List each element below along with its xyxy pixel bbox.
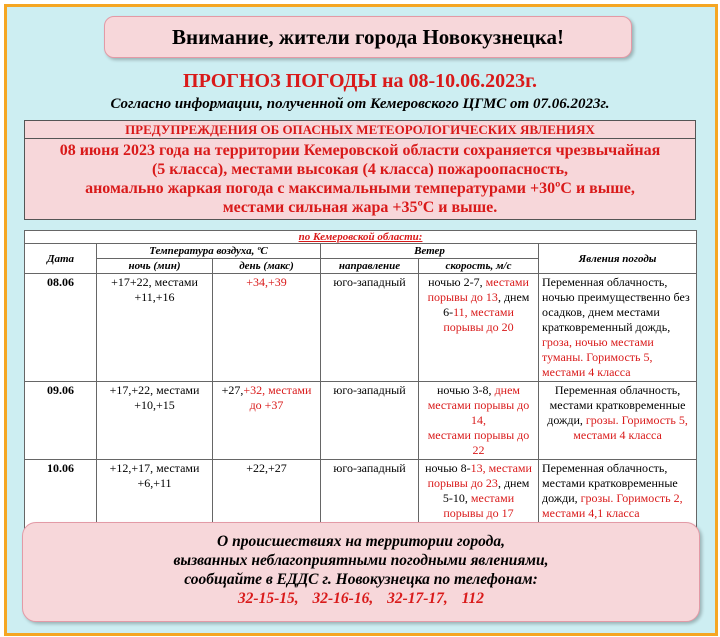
- speed-part: днем местами порывы до 14,: [427, 383, 530, 427]
- speed-part: , местами порывы до 20: [443, 305, 514, 334]
- row-wind-speed: [419, 460, 539, 530]
- row-day-temp: [213, 382, 321, 460]
- header-day: день (макс): [213, 259, 321, 274]
- speed-part: ночью 2-7,: [428, 275, 486, 289]
- warning-line: аномально жаркая погода с максимальными температурами +30ºС и выше,: [85, 180, 635, 197]
- contact-line: О происшествиях на территории города,: [217, 533, 505, 550]
- phenomena-part: Переменная облачность, ночью преимущественно без осадков, днем местами кратковременный дождь,: [542, 275, 690, 334]
- header-speed: скорость, м/с: [419, 259, 539, 274]
- speed-part: 11: [453, 305, 465, 319]
- header-direction: направление: [321, 259, 419, 274]
- row-phenomena: [539, 460, 697, 530]
- table-row: [25, 460, 697, 530]
- page-subtitle: Согласно информации, полученной от Кемеровского ЦГМС от 07.06.2023г.: [110, 96, 610, 112]
- warning-box: [24, 120, 696, 220]
- day-part: +27,: [221, 383, 244, 397]
- phenomena-part: Переменная облачность, местами кратковременные дожди,: [547, 383, 686, 427]
- row-phenomena: [539, 274, 697, 382]
- speed-part: местами порывы до 13: [427, 275, 529, 304]
- header-wind: Ветер: [321, 244, 539, 259]
- header-night: ночь (мин): [97, 259, 213, 274]
- speed-part: , днем 6-: [443, 290, 530, 319]
- row-wind-direction: юго-западный: [321, 460, 419, 530]
- phone-number: 32-16-16,: [312, 590, 374, 607]
- warning-line: местами сильная жара +35ºС и выше.: [222, 199, 498, 216]
- row-wind-direction: юго-западный: [321, 274, 419, 382]
- page-title: ПРОГНОЗ ПОГОДЫ на 08-10.06.2023г.: [183, 70, 537, 92]
- row-date: 10.06: [25, 460, 97, 530]
- contact-line: вызванных неблагоприятными погодными явлениями,: [173, 552, 549, 569]
- table-row: [25, 274, 697, 382]
- row-wind-speed: [419, 382, 539, 460]
- phenomena-part: Переменная облачность, местами кратковременные дожди,: [542, 461, 678, 505]
- row-phenomena: [539, 382, 697, 460]
- row-day-temp: +22,+27: [213, 460, 321, 530]
- speed-part: 13, местами порывы до 23: [427, 461, 532, 490]
- phenomena-part: грозы. Горимость 2, местами 4,1 класса: [542, 491, 683, 520]
- row-wind-direction: юго-западный: [321, 382, 419, 460]
- row-date: 09.06: [25, 382, 97, 460]
- row-date: 08.06: [25, 274, 97, 382]
- warning-heading: ПРЕДУПРЕЖДЕНИЯ ОБ ОПАСНЫХ МЕТЕОРОЛОГИЧЕСКИХ ЯВЛЕНИЯХ: [25, 121, 695, 139]
- forecast-table: [24, 230, 697, 530]
- table-caption: по Кемеровской области:: [25, 231, 697, 244]
- day-part: +32, местами до +37: [243, 383, 312, 412]
- phenomena-part: гроза, ночью местами туманы. Горимость 5, местами 4 класса: [542, 335, 654, 379]
- header-date: Дата: [25, 244, 97, 274]
- contact-line: сообщайте в ЕДДС г. Новокузнецка по телефонам:: [184, 571, 538, 588]
- row-night-temp: +17+22, местами +11,+16: [97, 274, 213, 382]
- speed-part: ночью 3-8,: [436, 383, 495, 397]
- phone-number: 32-17-17,: [387, 590, 448, 607]
- notice-text: Внимание, жители города Новокузнецка!: [172, 24, 564, 49]
- phone-number: 112: [461, 590, 485, 607]
- header-phenomena: Явления погоды: [539, 244, 697, 274]
- speed-part: местами порывы до 17: [443, 491, 515, 520]
- warning-body: [25, 139, 695, 217]
- row-wind-speed: [419, 274, 539, 382]
- speed-part: , днем 5-10,: [442, 476, 530, 505]
- row-night-temp: +12,+17, местами +6,+11: [97, 460, 213, 530]
- warning-line: 08 июня 2023 года на территории Кемеровской области сохраняется чрезвычайная: [59, 142, 661, 159]
- table-row: [25, 382, 697, 460]
- phone-list: [23, 589, 699, 608]
- contact-box: [22, 522, 700, 622]
- speed-part: местами порывы до 22: [427, 428, 530, 457]
- warning-line: (5 класса), местами высокая (4 класса) пожароопасность,: [151, 161, 569, 178]
- speed-part: ночью 8-: [425, 461, 471, 475]
- notice-banner: [104, 16, 632, 58]
- row-night-temp: +17,+22, местами +10,+15: [97, 382, 213, 460]
- header-temperature: Температура воздуха, ºС: [97, 244, 321, 259]
- phone-number: 32-15-15,: [237, 590, 299, 607]
- row-day-temp: +34,+39: [213, 274, 321, 382]
- phenomena-part: грозы. Горимость 5, местами 4 класса: [573, 413, 688, 442]
